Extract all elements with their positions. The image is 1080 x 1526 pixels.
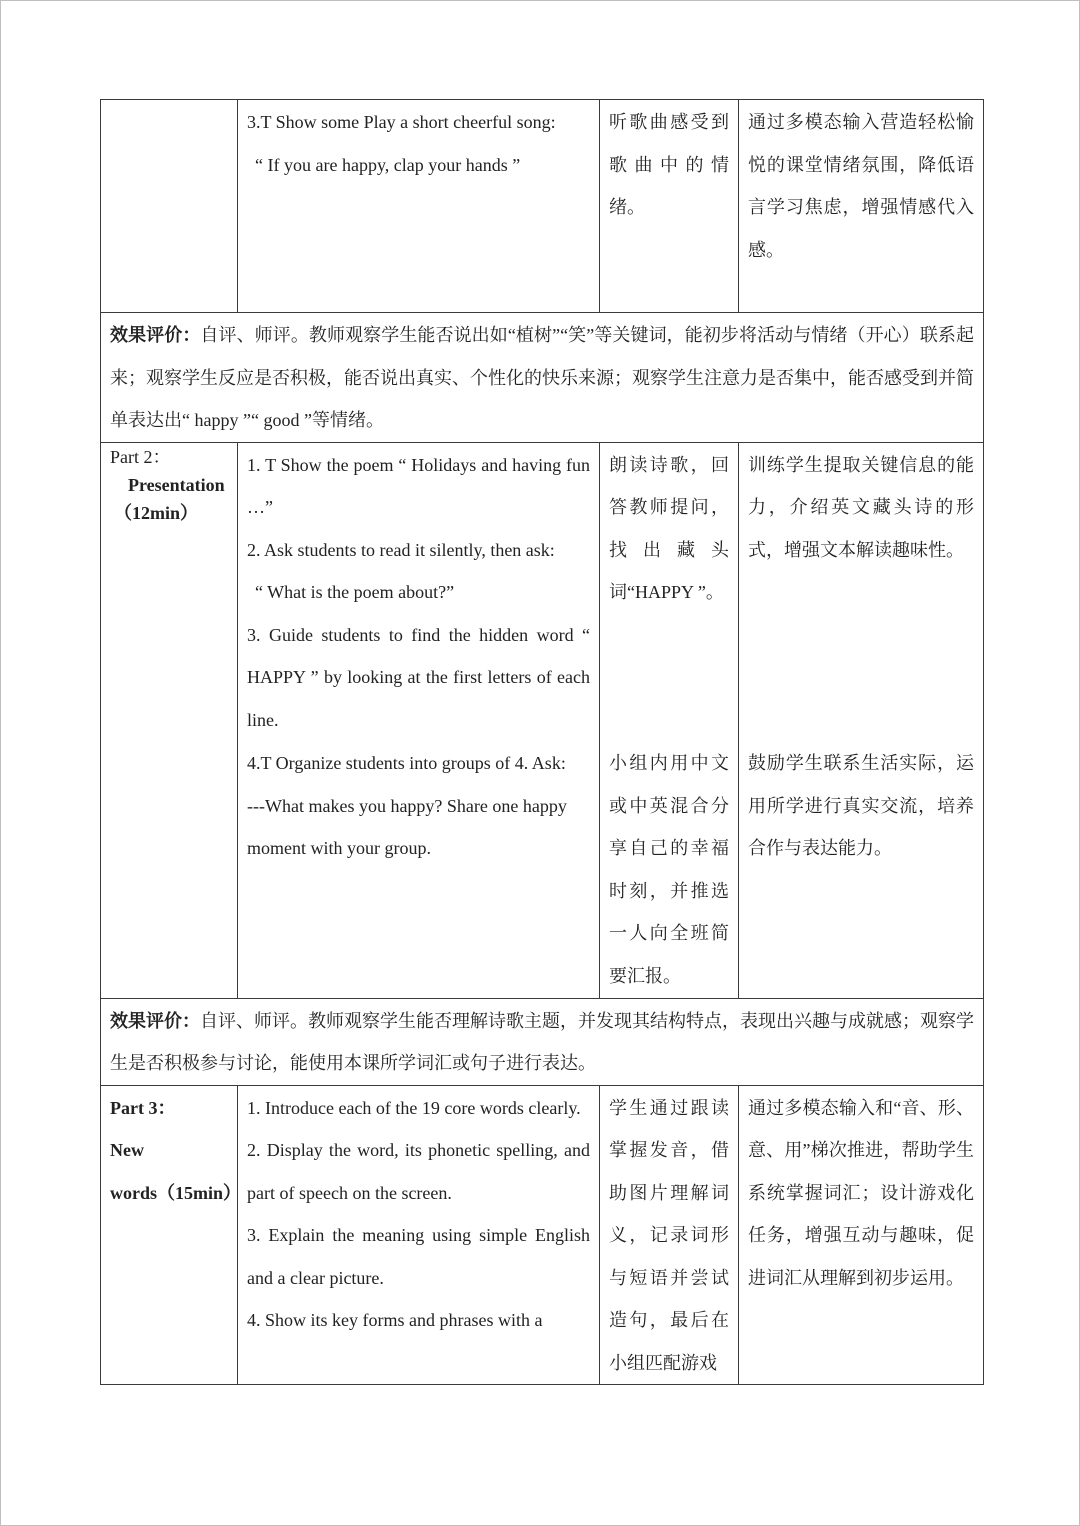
design-intent-text: 鼓励学生联系生活实际，运用所学进行真实交流，培养合作与表达能力。 xyxy=(748,753,974,858)
student-activity-text: 学生通过跟读掌握发音，借助图片理解词义，记录词形与短语并尝试造句，最后在小组匹配游戏 xyxy=(609,1097,729,1373)
part2-subtitle: Presentation xyxy=(128,474,225,495)
part1-continuation-row xyxy=(101,100,984,313)
student-activity-text: 小组内用中文或中英混合分享自己的幸福时刻，并推选一人向全班简要汇报。 xyxy=(609,753,729,986)
stage-cell-empty xyxy=(101,100,238,313)
evaluation-cell xyxy=(101,313,984,443)
evaluation-label: 效果评价： xyxy=(110,325,201,345)
student-activity-cell xyxy=(600,100,739,313)
design-intent-text: 通过多模态输入营造轻松愉悦的课堂情绪氛围，降低语言学习焦虑，增强情感代入感。 xyxy=(748,112,974,260)
teacher-activity-cell xyxy=(238,1085,600,1385)
activity-line: 3.T Show some Play a short cheerful song: xyxy=(247,112,556,132)
design-intent-text: 通过多模态输入和“音、形、意、用”梯次推进，帮助学生系统掌握词汇；设计游戏化任务，增强互动与趣味，促进词汇从理解到初步运用。 xyxy=(748,1097,974,1288)
evaluation-cell xyxy=(101,998,984,1085)
teacher-activity-cell xyxy=(238,442,600,741)
activity-line: 4. Show its key forms and phrases with a xyxy=(247,1310,543,1330)
design-intent-cell xyxy=(739,741,984,998)
part3-subtitle: New xyxy=(110,1140,144,1160)
activity-line: ---What makes you happy? Share one happy moment with your group. xyxy=(247,795,567,858)
activity-line: 1. Introduce each of the 19 core words clearly. xyxy=(247,1097,581,1118)
student-activity-cell xyxy=(600,741,739,998)
activity-line: 3. Guide students to find the hidden word “ HAPPY ” by looking at the first letters of each line. xyxy=(247,624,590,730)
student-activity-text: 听歌曲感受到歌曲中的情绪。 xyxy=(609,112,729,217)
design-intent-cell xyxy=(739,442,984,741)
lesson-plan-table xyxy=(100,99,984,1385)
part2-time: （12min） xyxy=(114,502,199,523)
activity-line: 2. Display the word, its phonetic spelling, and part of speech on the screen. xyxy=(247,1140,590,1203)
part3-stage-cell xyxy=(101,1085,242,1385)
evaluation-row-2 xyxy=(101,998,984,1085)
part3-title: Part 3： xyxy=(110,1097,176,1118)
design-intent-text: 训练学生提取关键信息的能力，介绍英文藏头诗的形式，增强文本解读趣味性。 xyxy=(748,454,974,560)
part2-title: Part 2： xyxy=(110,446,171,467)
evaluation-label: 效果评价： xyxy=(110,1010,200,1031)
activity-line: 1. T Show the poem “ Holidays and having fun …” xyxy=(247,454,590,517)
activity-line: 4.T Organize students into groups of 4. Ask: xyxy=(247,753,566,773)
part3-subtitle-time: words（15min） xyxy=(110,1182,242,1203)
part2-row-a xyxy=(101,442,984,741)
teacher-activity-cell xyxy=(238,741,600,998)
activity-line: 2. Ask students to read it silently, then ask: xyxy=(247,539,555,560)
design-intent-cell xyxy=(739,1085,984,1385)
student-activity-cell xyxy=(600,442,739,741)
activity-line: 3. Explain the meaning using simple English and a clear picture. xyxy=(247,1225,590,1288)
design-intent-cell xyxy=(739,100,984,313)
student-activity-cell xyxy=(600,1085,739,1385)
part3-row xyxy=(101,1085,984,1385)
student-activity-text: 朗读诗歌，回答教师提问，找出藏头词“HAPPY ”。 xyxy=(609,454,729,602)
teacher-activity-cell xyxy=(238,100,600,313)
evaluation-text: 自评、师评。教师观察学生能否说出如“植树”“笑”等关键词，能初步将活动与情绪（开心）联系起来；观察学生反应是否积极，能否说出真实、个性化的快乐来源；观察学生注意力是否集中，能否感受到并简单表达出“ happy ”“ good ”等情绪。 xyxy=(110,325,974,430)
part2-stage-cell xyxy=(101,442,238,998)
activity-line: “ If you are happy, clap your hands ” xyxy=(255,154,521,175)
activity-line: “ What is the poem about?” xyxy=(255,582,455,602)
evaluation-text: 自评、师评。教师观察学生能否理解诗歌主题，并发现其结构特点，表现出兴趣与成就感；观察学生是否积极参与讨论，能使用本课所学词汇或句子进行表达。 xyxy=(110,1010,974,1073)
evaluation-row-1 xyxy=(101,313,984,443)
